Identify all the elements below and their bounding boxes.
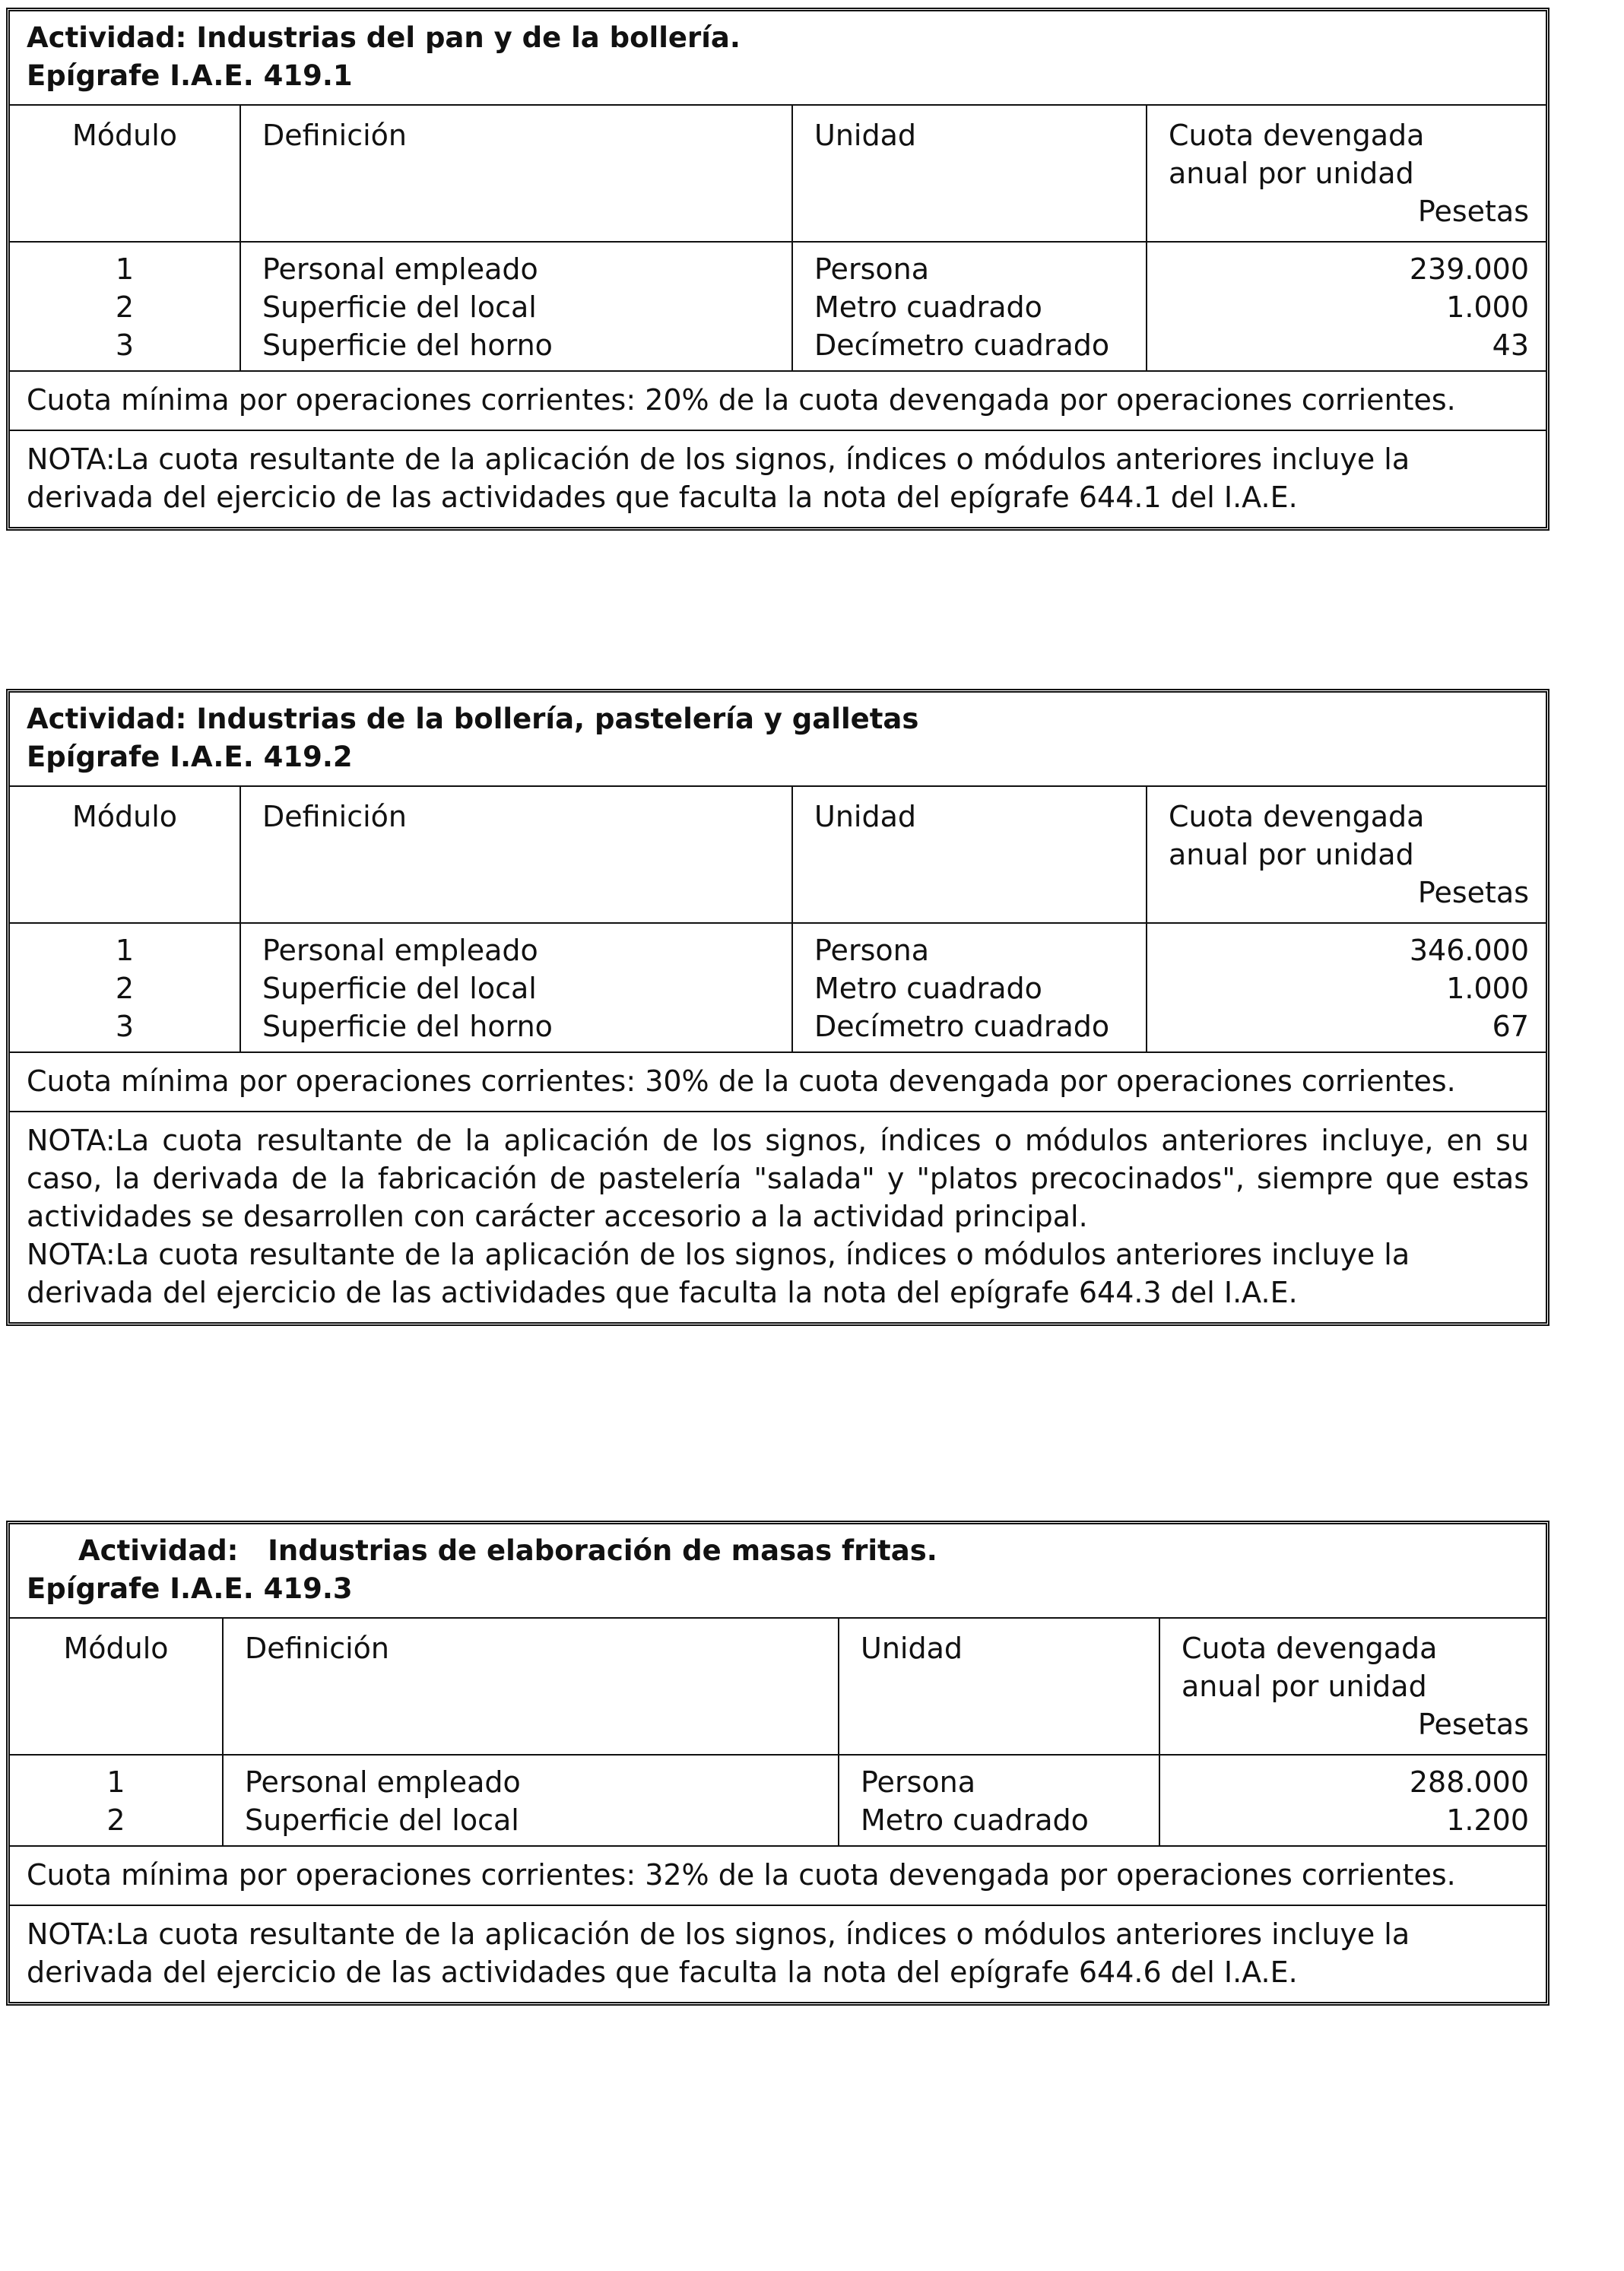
activity-header [10,11,1546,106]
unidad-cell [792,242,1147,370]
definicion-value: Personal empleado [245,1765,521,1799]
cuota-value: 1.000 [1446,290,1529,324]
activity-title: Actividad: Industrias de la bollería, pastelería y galletas [27,703,919,735]
table-body [10,242,1546,370]
modulo-value: 1 [106,1765,125,1799]
modulo-value: 2 [115,290,135,324]
column-header-modulo: Módulo [10,106,240,242]
cuota-minima-text: Cuota mínima por operaciones corrientes: 20% de la cuota devengada por operaciones corrientes. [10,370,1546,430]
nota-text: NOTA:La cuota resultante de la aplicación de los signos, índices o módulos anteriores incluye la derivada del ejercicio de las actividades que faculta la nota del epígrafe 644.1 del I.A.E. [27,442,1410,514]
column-header-modulo: Módulo [10,1619,223,1755]
modulo-cell [10,923,240,1051]
modulo-value: 1 [115,252,135,286]
definicion-value: Superficie del local [245,1803,519,1837]
nota-box [10,1905,1546,2002]
cuota-header-line1: Cuota devengada [1169,800,1425,833]
table-body [10,923,1546,1051]
unidad-cell [792,923,1147,1051]
modulo-value: 2 [115,972,135,1005]
cuota-header-line1: Cuota devengada [1182,1632,1438,1665]
nota-box [10,430,1546,527]
activity-title: Actividad: Industrias de elaboración de masas fritas. [78,1534,937,1567]
unidad-value: Persona [861,1765,975,1799]
cuota-header-line2: anual por unidad [1169,838,1414,871]
modulo-value: 3 [115,1010,135,1043]
definicion-value: Superficie del local [262,290,537,324]
table-body [10,1755,1546,1845]
definicion-cell [240,923,792,1051]
unidad-value: Persona [814,252,929,286]
definicion-value: Personal empleado [262,252,538,286]
cuota-header-unit: Pesetas [1417,876,1529,909]
nota-text: NOTA:La cuota resultante de la aplicación de los signos, índices o módulos anteriores incluye la derivada del ejercicio de las actividades que faculta la nota del epígrafe 644.3 del I.A.E. [27,1238,1410,1309]
modules-table [10,787,1546,1051]
activity-block-419-2 [6,689,1549,1326]
definicion-value: Superficie del local [262,972,537,1005]
cuota-value: 43 [1492,328,1529,362]
activity-header [10,1524,1546,1619]
cuota-value: 239.000 [1409,252,1529,286]
column-header-definicion: Definición [223,1619,839,1755]
unidad-value: Metro cuadrado [814,290,1042,324]
epigrafe-label: Epígrafe I.A.E. 419.3 [27,1572,353,1605]
cuota-value: 67 [1492,1010,1529,1043]
modulo-cell [10,242,240,370]
cuota-header-line2: anual por unidad [1169,157,1414,190]
unidad-value: Persona [814,934,929,967]
unidad-value: Decímetro cuadrado [814,1010,1110,1043]
cuota-cell [1147,923,1546,1051]
column-header-unidad: Unidad [792,106,1147,242]
column-header-definicion: Definición [240,787,792,923]
modules-table [10,106,1546,370]
column-header-cuota [1159,1619,1546,1755]
cuota-minima-text: Cuota mínima por operaciones corrientes: 32% de la cuota devengada por operaciones corrientes. [10,1845,1546,1905]
nota-text: NOTA:La cuota resultante de la aplicación de los signos, índices o módulos anteriores incluye, en su caso, la derivada de la fabricación de pastelería "salada" y "platos precocinados", siempre que estas actividades se desarrollen con carácter accesorio a la actividad principal. [27,1124,1529,1233]
cuota-header-unit: Pesetas [1417,1708,1529,1741]
definicion-cell [240,242,792,370]
activity-header [10,693,1546,787]
cuota-header-line2: anual por unidad [1182,1670,1427,1703]
table-header-row [10,106,1546,242]
modulo-value: 2 [106,1803,125,1837]
definicion-value: Personal empleado [262,934,538,967]
definicion-cell [223,1755,839,1845]
table-header-row [10,787,1546,923]
column-header-unidad: Unidad [839,1619,1159,1755]
modules-table [10,1619,1546,1845]
modulo-cell [10,1755,223,1845]
cuota-value: 346.000 [1409,934,1529,967]
modulo-value: 1 [115,934,135,967]
unidad-cell [839,1755,1159,1845]
unidad-value: Decímetro cuadrado [814,328,1110,362]
definicion-value: Superficie del horno [262,1010,553,1043]
column-header-cuota [1147,787,1546,923]
column-header-unidad: Unidad [792,787,1147,923]
cuota-value: 288.000 [1409,1765,1529,1799]
cuota-minima-text: Cuota mínima por operaciones corrientes: 30% de la cuota devengada por operaciones corrientes. [10,1051,1546,1111]
activity-title: Actividad: Industrias del pan y de la bollería. [27,21,741,54]
table-header-row [10,1619,1546,1755]
modulo-value: 3 [115,328,135,362]
unidad-value: Metro cuadrado [861,1803,1089,1837]
epigrafe-label: Epígrafe I.A.E. 419.2 [27,741,353,773]
activity-block-419-3 [6,1521,1549,2006]
column-header-definicion: Definición [240,106,792,242]
nota-box [10,1111,1546,1322]
cuota-cell [1159,1755,1546,1845]
cuota-header-line1: Cuota devengada [1169,119,1425,152]
epigrafe-label: Epígrafe I.A.E. 419.1 [27,59,353,92]
nota-text: NOTA:La cuota resultante de la aplicación de los signos, índices o módulos anteriores incluye la derivada del ejercicio de las actividades que faculta la nota del epígrafe 644.6 del I.A.E. [27,1917,1410,1989]
column-header-cuota [1147,106,1546,242]
cuota-cell [1147,242,1546,370]
column-header-modulo: Módulo [10,787,240,923]
cuota-header-unit: Pesetas [1417,195,1529,228]
activity-block-419-1 [6,8,1549,531]
cuota-value: 1.200 [1446,1803,1529,1837]
unidad-value: Metro cuadrado [814,972,1042,1005]
definicion-value: Superficie del horno [262,328,553,362]
cuota-value: 1.000 [1446,972,1529,1005]
